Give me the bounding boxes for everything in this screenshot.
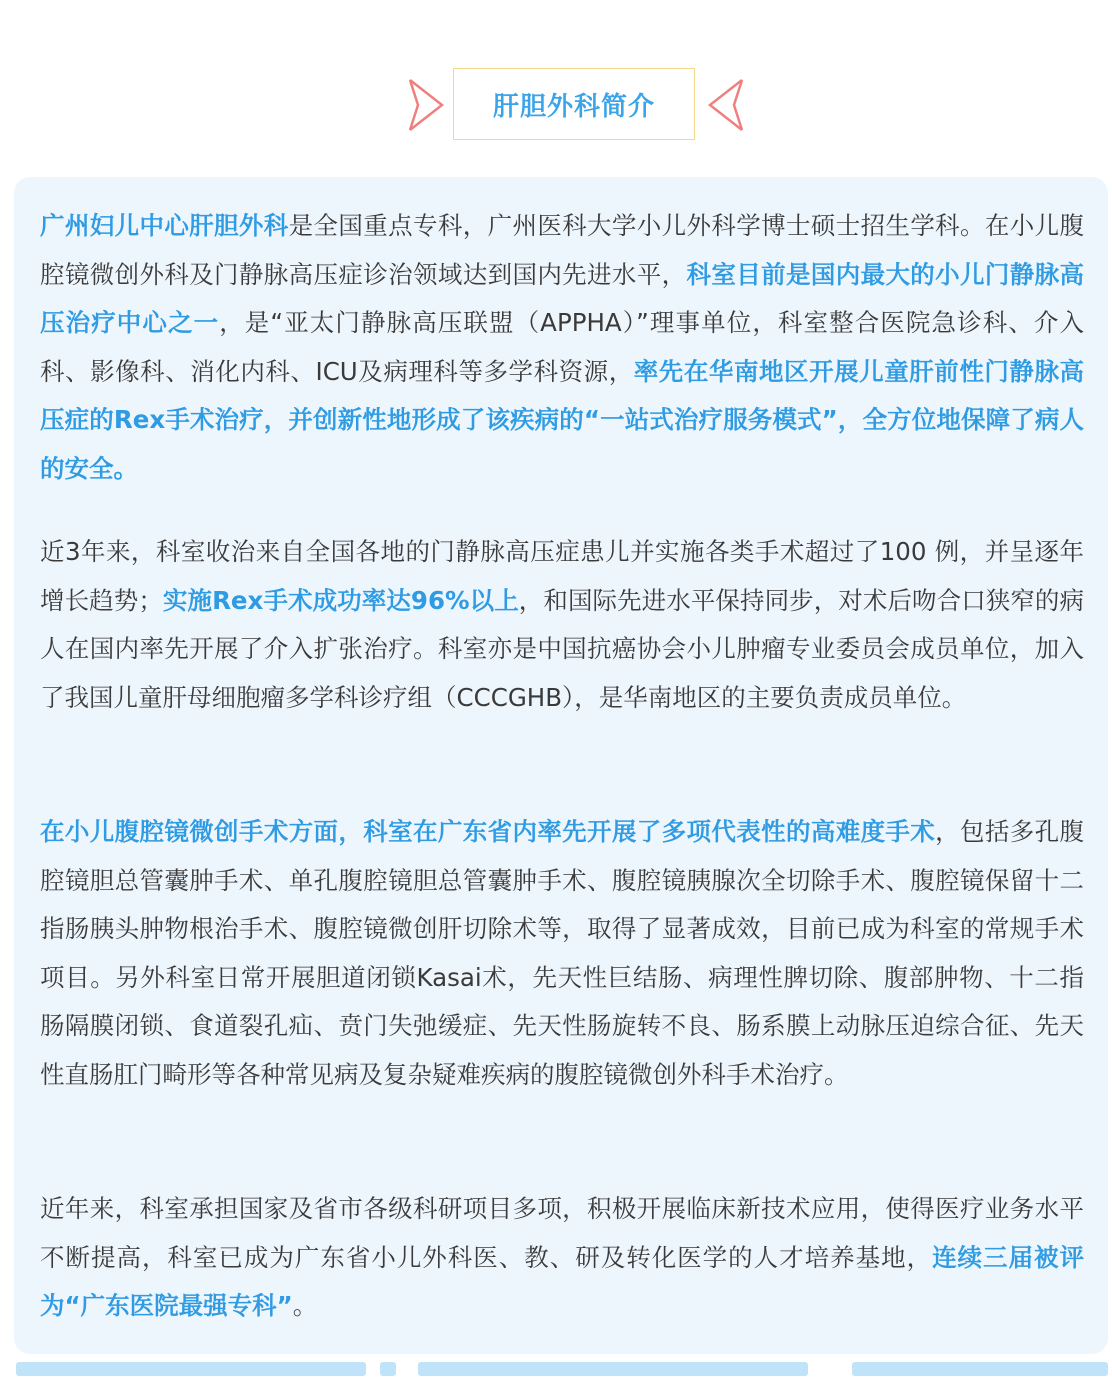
right-chevron-decoration-icon <box>706 78 746 132</box>
page-title: 肝胆外科简介 <box>492 91 655 122</box>
bottom-decoration-strip <box>16 1362 366 1376</box>
section-title-banner <box>406 66 746 144</box>
highlight-laparoscopy: 在小儿腹腔镜微创手术方面，科室在广东省内率先开展了多项代表性的高难度手术 <box>40 817 936 846</box>
text-segment: 。 <box>292 1291 318 1321</box>
bottom-decoration-strip <box>380 1362 396 1376</box>
text-segment: ，和国际先进水平保持同步，对术后吻合口狭窄的病人在国内率先开展了介入扩张治疗。科室亦是中国抗癌协会小儿肿瘤专业委员会成员单位，加入了我国儿童肝母细胞瘤多学科诊疗组（CCCGHB），是华南地区的主要负责成员单位。 <box>40 585 1085 712</box>
highlight-department-name: 广州妇儿中心肝胆外科 <box>40 211 289 240</box>
highlight-rex-surgery: 率先在华南地区开展儿童肝前性门静脉高压症的Rex手术治疗，并创新性地形成了该疾病的“一站式治疗服务模式”，全方位地保障了病人的安全。 <box>40 356 1085 483</box>
research-paragraph <box>40 1185 1084 1331</box>
laparoscopy-paragraph <box>40 808 1084 1100</box>
bottom-decoration-strip <box>418 1362 808 1376</box>
text-segment: 是全国重点专科，广州医科大学小儿外科学博士硕士招生学科。在小儿腹腔镜微创外科及门静脉高压症诊治领域达到国内先进水平， <box>40 211 1085 289</box>
text-segment: ，包括多孔腹腔镜胆总管囊肿手术、单孔腹腔镜胆总管囊肿手术、腹腔镜胰腺次全切除手术、腹腔镜保留十二指肠胰头肿物根治手术、腹腔镜微创肝切除术等，取得了显著成效，目前已成为科室的常规手术项目。另外科室日常开展胆道闭锁Kasai术，先天性巨结肠、病理性脾切除、腹部肿物、十二指肠隔膜闭锁、食道裂孔疝、贲门失弛缓症、先天性肠旋转不良、肠系膜上动脉压迫综合征、先天性直肠肛门畸形等各种常见病及复杂疑难疾病的腹腔镜微创外科手术治疗。 <box>40 817 1085 1089</box>
title-box <box>453 68 695 140</box>
bottom-decoration-strip <box>852 1362 1108 1376</box>
text-segment: 近3年来，科室收治来自全国各地的门静脉高压症患儿并实施各类手术超过了100 例，并呈逐年增长趋势； <box>40 537 1084 615</box>
text-segment: 近年来，科室承担国家及省市各级科研项目多项，积极开展临床新技术应用，使得医疗业务水平不断提高，科室已成为广东省小儿外科医、教、研及转化医学的人才培养基地， <box>40 1194 1084 1272</box>
highlight-success-rate: 实施Rex手术成功率达96%以上 <box>162 585 519 615</box>
highlight-award: 连续三届被评为“广东医院最强专科” <box>40 1242 1084 1321</box>
highlight-treatment-center: 科室目前是国内最大的小儿门静脉高压治疗中心之一 <box>40 259 1085 338</box>
achievements-paragraph <box>40 528 1084 722</box>
left-chevron-decoration-icon <box>406 78 446 132</box>
text-segment: ，是“亚太门静脉高压联盟（APPHA）”理事单位，科室整合医院急诊科、介入科、影像科、消化内科、ICU及病理科等多学科资源， <box>40 308 1085 386</box>
intro-paragraph <box>40 202 1084 494</box>
